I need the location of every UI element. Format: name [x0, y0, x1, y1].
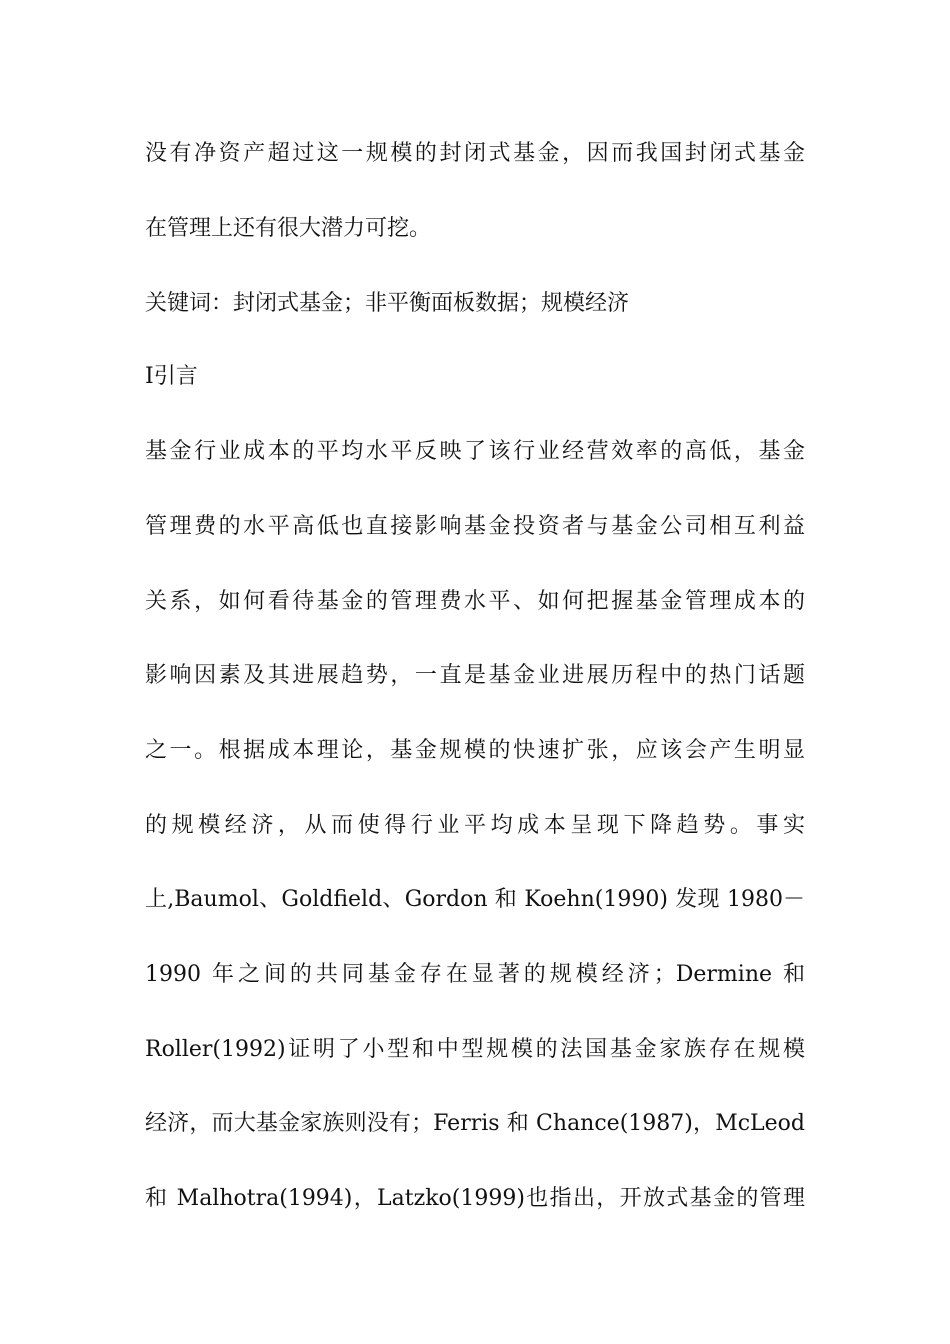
- text-line: 在管理上还有很大潜力可挖。: [145, 216, 432, 241]
- text-line: 的规模经济，从而使得行业平均成本呈现下降趋势。事实: [145, 813, 805, 838]
- text-line: 1990 年之间的共同基金存在显著的规模经济；Dermine 和: [145, 962, 805, 987]
- text-line: 管理费的水平高低也直接影响基金投资者与基金公司相互利益: [145, 514, 805, 539]
- text-line: 基金行业成本的平均水平反映了该行业经营效率的高低，基金: [145, 439, 805, 464]
- text-line: 经济，而大基金家族则没有；Ferris 和 Chance(1987)，McLeod: [145, 1111, 805, 1136]
- text-line: 之一。根据成本理论，基金规模的快速扩张，应该会产生明显: [145, 738, 805, 763]
- keywords-line: 关键词：封闭式基金；非平衡面板数据；规模经济: [145, 291, 630, 316]
- section-heading: Ⅰ引言: [145, 364, 198, 389]
- text-line: Roller(1992)证明了小型和中型规模的法国基金家族存在规模: [145, 1037, 805, 1062]
- text-line: 上,Baumol、Goldfield、Gordon 和 Koehn(1990) 发现 1980－: [145, 887, 805, 912]
- text-line: 影响因素及其进展趋势，一直是基金业进展历程中的热门话题: [145, 663, 805, 688]
- text-line: 关系，如何看待基金的管理费水平、如何把握基金管理成本的: [145, 589, 805, 614]
- text-line: 没有净资产超过这一规模的封闭式基金，因而我国封闭式基金: [145, 141, 805, 166]
- text-line: 和 Malhotra(1994)，Latzko(1999)也指出，开放式基金的管理: [145, 1186, 805, 1211]
